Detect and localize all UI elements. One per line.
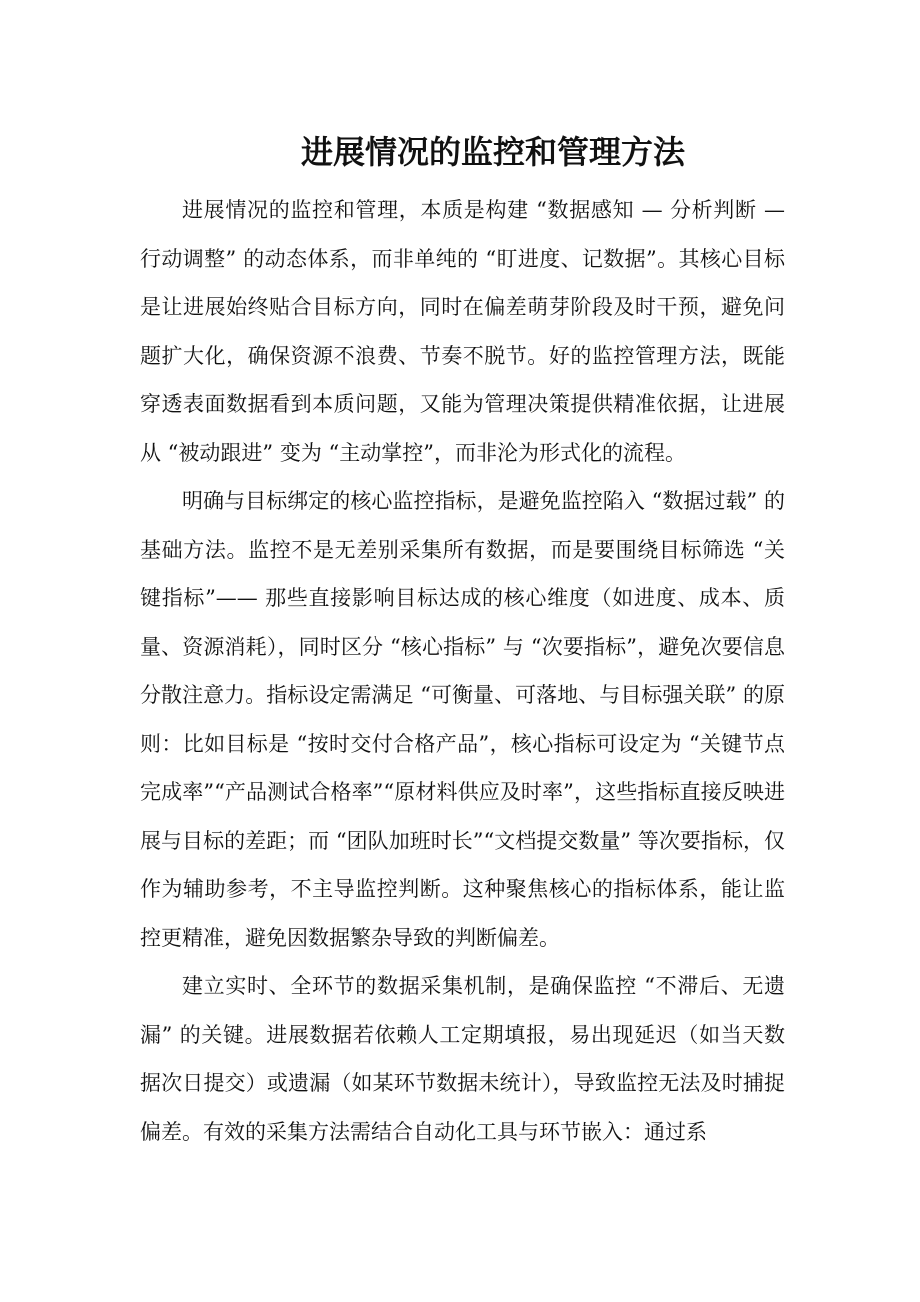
document-title: 进展情况的监控和管理方法 — [300, 133, 685, 171]
paragraph-1: 进展情况的监控和管理，本质是构建 “数据感知 — 分析判断 — 行动调整” 的动态体系，而非单纯的 “盯进度、记数据”。其核心目标是让进展始终贴合目标方向，同时在偏差萌芽阶段及时干预，避免问题扩大化，确保资源不浪费、节奏不脱节。好的监控管理方法，既能穿透表面数据看到本质问题，又能为管理决策提供精准依据，让进展从 “被动跟进” 变为 “主动掌控”，而非沦为形式化的流程。 — [140, 198, 785, 465]
paragraph-2: 明确与目标绑定的核心监控指标，是避免监控陷入 “数据过载” 的基础方法。监控不是无差别采集所有数据，而是要围绕目标筛选 “关键指标”—— 那些直接影响目标达成的核心维度（如进度、成本、质量、资源消耗），同时区分 “核心指标” 与 “次要指标”，避免次要信息分散注意力。指标设定需满足 “可衡量、可落地、与目标强关联” 的原则：比如目标是 “按时交付合格产品”，核心指标可设定为 “关键节点完成率”“产品测试合格率”“原材料供应及时率”，这些指标直接反映进展与目标的差距；而 “团队加班时长”“文档提交数量” 等次要指标，仅作为辅助参考，不主导监控判断。这种聚焦核心的指标体系，能让监控更精准，避免因数据繁杂导致的判断偏差。 — [140, 489, 785, 950]
document-body — [140, 186, 785, 1156]
paragraph-3: 建立实时、全环节的数据采集机制，是确保监控 “不滞后、无遗漏” 的关键。进展数据若依赖人工定期填报，易出现延迟（如当天数据次日提交）或遗漏（如某环节数据未统计），导致监控无法及时捕捉偏差。有效的采集方法需结合自动化工具与环节嵌入：通过系 — [140, 974, 785, 1144]
